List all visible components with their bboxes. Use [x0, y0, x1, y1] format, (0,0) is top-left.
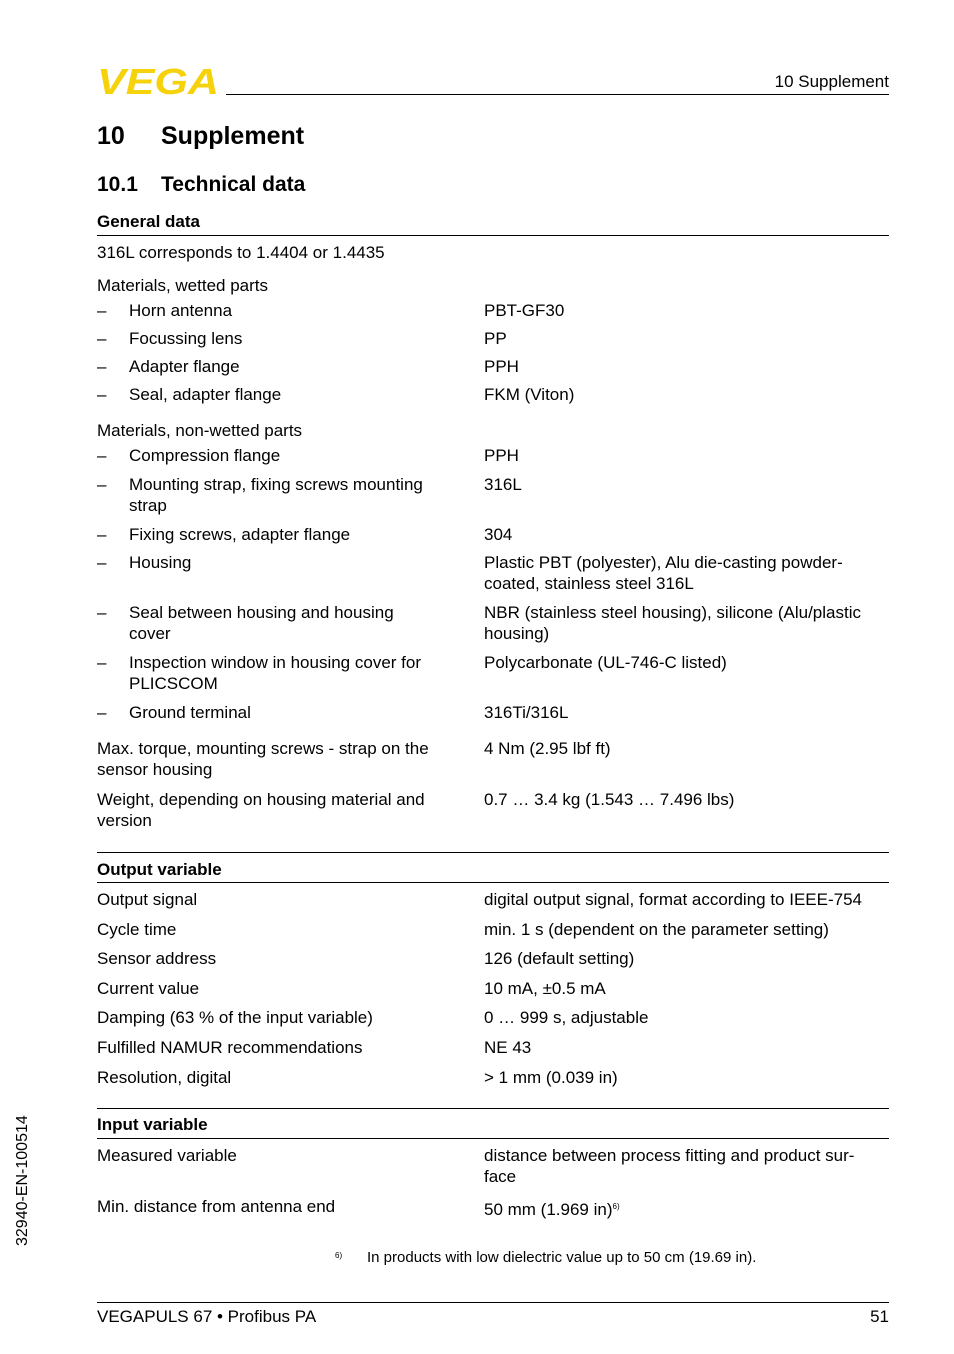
output-row-label: Damping (63 % of the input variable) — [97, 1008, 373, 1027]
weight-label: Weight, depending on housing material and version — [97, 790, 425, 830]
dash-bullet: – — [97, 703, 107, 722]
dash-bullet: – — [97, 553, 107, 572]
output-row-label: Resolution, digital — [97, 1068, 232, 1087]
title-number: 10 — [97, 122, 125, 150]
page-number: 51 — [870, 1307, 889, 1326]
output-row-value: > 1 mm (0.039 in) — [484, 1068, 618, 1087]
dash-bullet: – — [97, 357, 107, 376]
output-row-label: Output signal — [97, 890, 198, 909]
dash-bullet: – — [97, 525, 107, 544]
output-row-label: Fulfilled NAMUR recommendations — [97, 1038, 363, 1057]
output-heading-rule — [97, 882, 889, 883]
min-distance-value: 50 mm (1.969 in) — [484, 1200, 613, 1219]
torque-value: 4 Nm (2.95 lbf ft) — [484, 739, 611, 758]
document-code: 32940-EN-100514 — [14, 1115, 31, 1246]
wetted-item-value: FKM (Viton) — [484, 385, 575, 404]
input-row-label: Min. distance from antenna end — [97, 1197, 336, 1216]
dash-bullet: – — [97, 603, 107, 622]
header-rule — [226, 94, 889, 95]
output-row-value: 0 … 999 s, adjustable — [484, 1008, 649, 1027]
subtitle-number: 10.1 — [97, 173, 138, 196]
nonwetted-item-value: Polycarbonate (UL-746-C listed) — [484, 653, 727, 672]
input-top-rule — [97, 1108, 889, 1109]
dash-bullet: – — [97, 446, 107, 465]
torque-label: Max. torque, mounting screws - strap on the sensor housing — [97, 739, 429, 779]
nonwetted-item-label: Mounting strap, fixing screws mounting strap — [129, 475, 423, 515]
nonwetted-item-value: 316L — [484, 475, 522, 494]
nonwetted-item-value: NBR (stainless steel housing), silicone (Alu/plastic housing) — [484, 603, 861, 643]
dash-bullet: – — [97, 301, 107, 320]
wetted-item-label: Seal, adapter flange — [129, 385, 282, 404]
output-top-rule — [97, 852, 889, 853]
dash-bullet: – — [97, 475, 107, 494]
subtitle-text: Technical data — [161, 173, 306, 196]
output-row-label: Sensor address — [97, 949, 217, 968]
nonwetted-item-label: Inspection window in housing cover for PLICSCOM — [129, 653, 421, 693]
nonwetted-item-label: Compression flange — [129, 446, 281, 465]
output-row-value: 126 (default setting) — [484, 949, 635, 968]
svg-text:VEGA: VEGA — [97, 66, 219, 96]
input-variable-heading: Input variable — [97, 1115, 208, 1134]
output-row-label: Cycle time — [97, 920, 177, 939]
nonwetted-item-label: Ground terminal — [129, 703, 251, 722]
wetted-item-value: PBT-GF30 — [484, 301, 565, 320]
nonwetted-item-value: 316Ti/316L — [484, 703, 569, 722]
output-variable-heading: Output variable — [97, 860, 222, 879]
wetted-parts-label: Materials, wetted parts — [97, 276, 269, 295]
general-data-heading: General data — [97, 212, 200, 231]
wetted-item-label: Focussing lens — [129, 329, 243, 348]
nonwetted-item-label: Housing — [129, 553, 192, 572]
dash-bullet: – — [97, 653, 107, 672]
header-section: 10 Supplement — [774, 72, 889, 91]
output-row-label: Current value — [97, 979, 200, 998]
nonwetted-item-value: Plastic PBT (polyester), Alu die-casting powder-coated, stainless steel 316L — [484, 553, 843, 593]
nonwetted-parts-label: Materials, non-wetted parts — [97, 421, 303, 440]
footnote-mark: 6) — [335, 1251, 343, 1260]
output-row-value: NE 43 — [484, 1038, 532, 1057]
wetted-item-value: PP — [484, 329, 507, 348]
footnote-reference: 6) — [612, 1202, 620, 1211]
wetted-item-label: Adapter flange — [129, 357, 240, 376]
general-data-rule — [97, 235, 889, 236]
output-row-value: min. 1 s (dependent on the parameter setting) — [484, 920, 829, 939]
input-heading-rule — [97, 1138, 889, 1139]
page-title — [97, 122, 304, 151]
output-row-value: 10 mA, ±0.5 mA — [484, 979, 606, 998]
input-row-value — [484, 1196, 890, 1220]
footer-product: VEGAPULS 67 • Profibus PA — [97, 1307, 317, 1326]
nonwetted-item-label: Seal between housing and housing cover — [129, 603, 394, 643]
footer-rule — [97, 1302, 889, 1303]
wetted-item-label: Horn antenna — [129, 301, 233, 320]
title-text: Supplement — [161, 122, 305, 150]
nonwetted-item-value: 304 — [484, 525, 513, 544]
footnote-text: In products with low dielectric value up to 50 cm (19.69 in). — [367, 1249, 757, 1266]
input-row-label: Measured variable — [97, 1146, 237, 1165]
material-note: 316L corresponds to 1.4404 or 1.4435 — [97, 243, 385, 262]
dash-bullet: – — [97, 385, 107, 404]
vega-logo — [97, 66, 219, 96]
wetted-item-value: PPH — [484, 357, 519, 376]
nonwetted-item-value: PPH — [484, 446, 519, 465]
section-title — [97, 173, 305, 197]
dash-bullet: – — [97, 329, 107, 348]
output-row-value: digital output signal, format according to IEEE-754 — [484, 890, 862, 909]
input-row-value: distance between process fitting and product sur-face — [484, 1146, 855, 1186]
weight-value: 0.7 … 3.4 kg (1.543 … 7.496 lbs) — [484, 790, 735, 809]
nonwetted-item-label: Fixing screws, adapter flange — [129, 525, 351, 544]
